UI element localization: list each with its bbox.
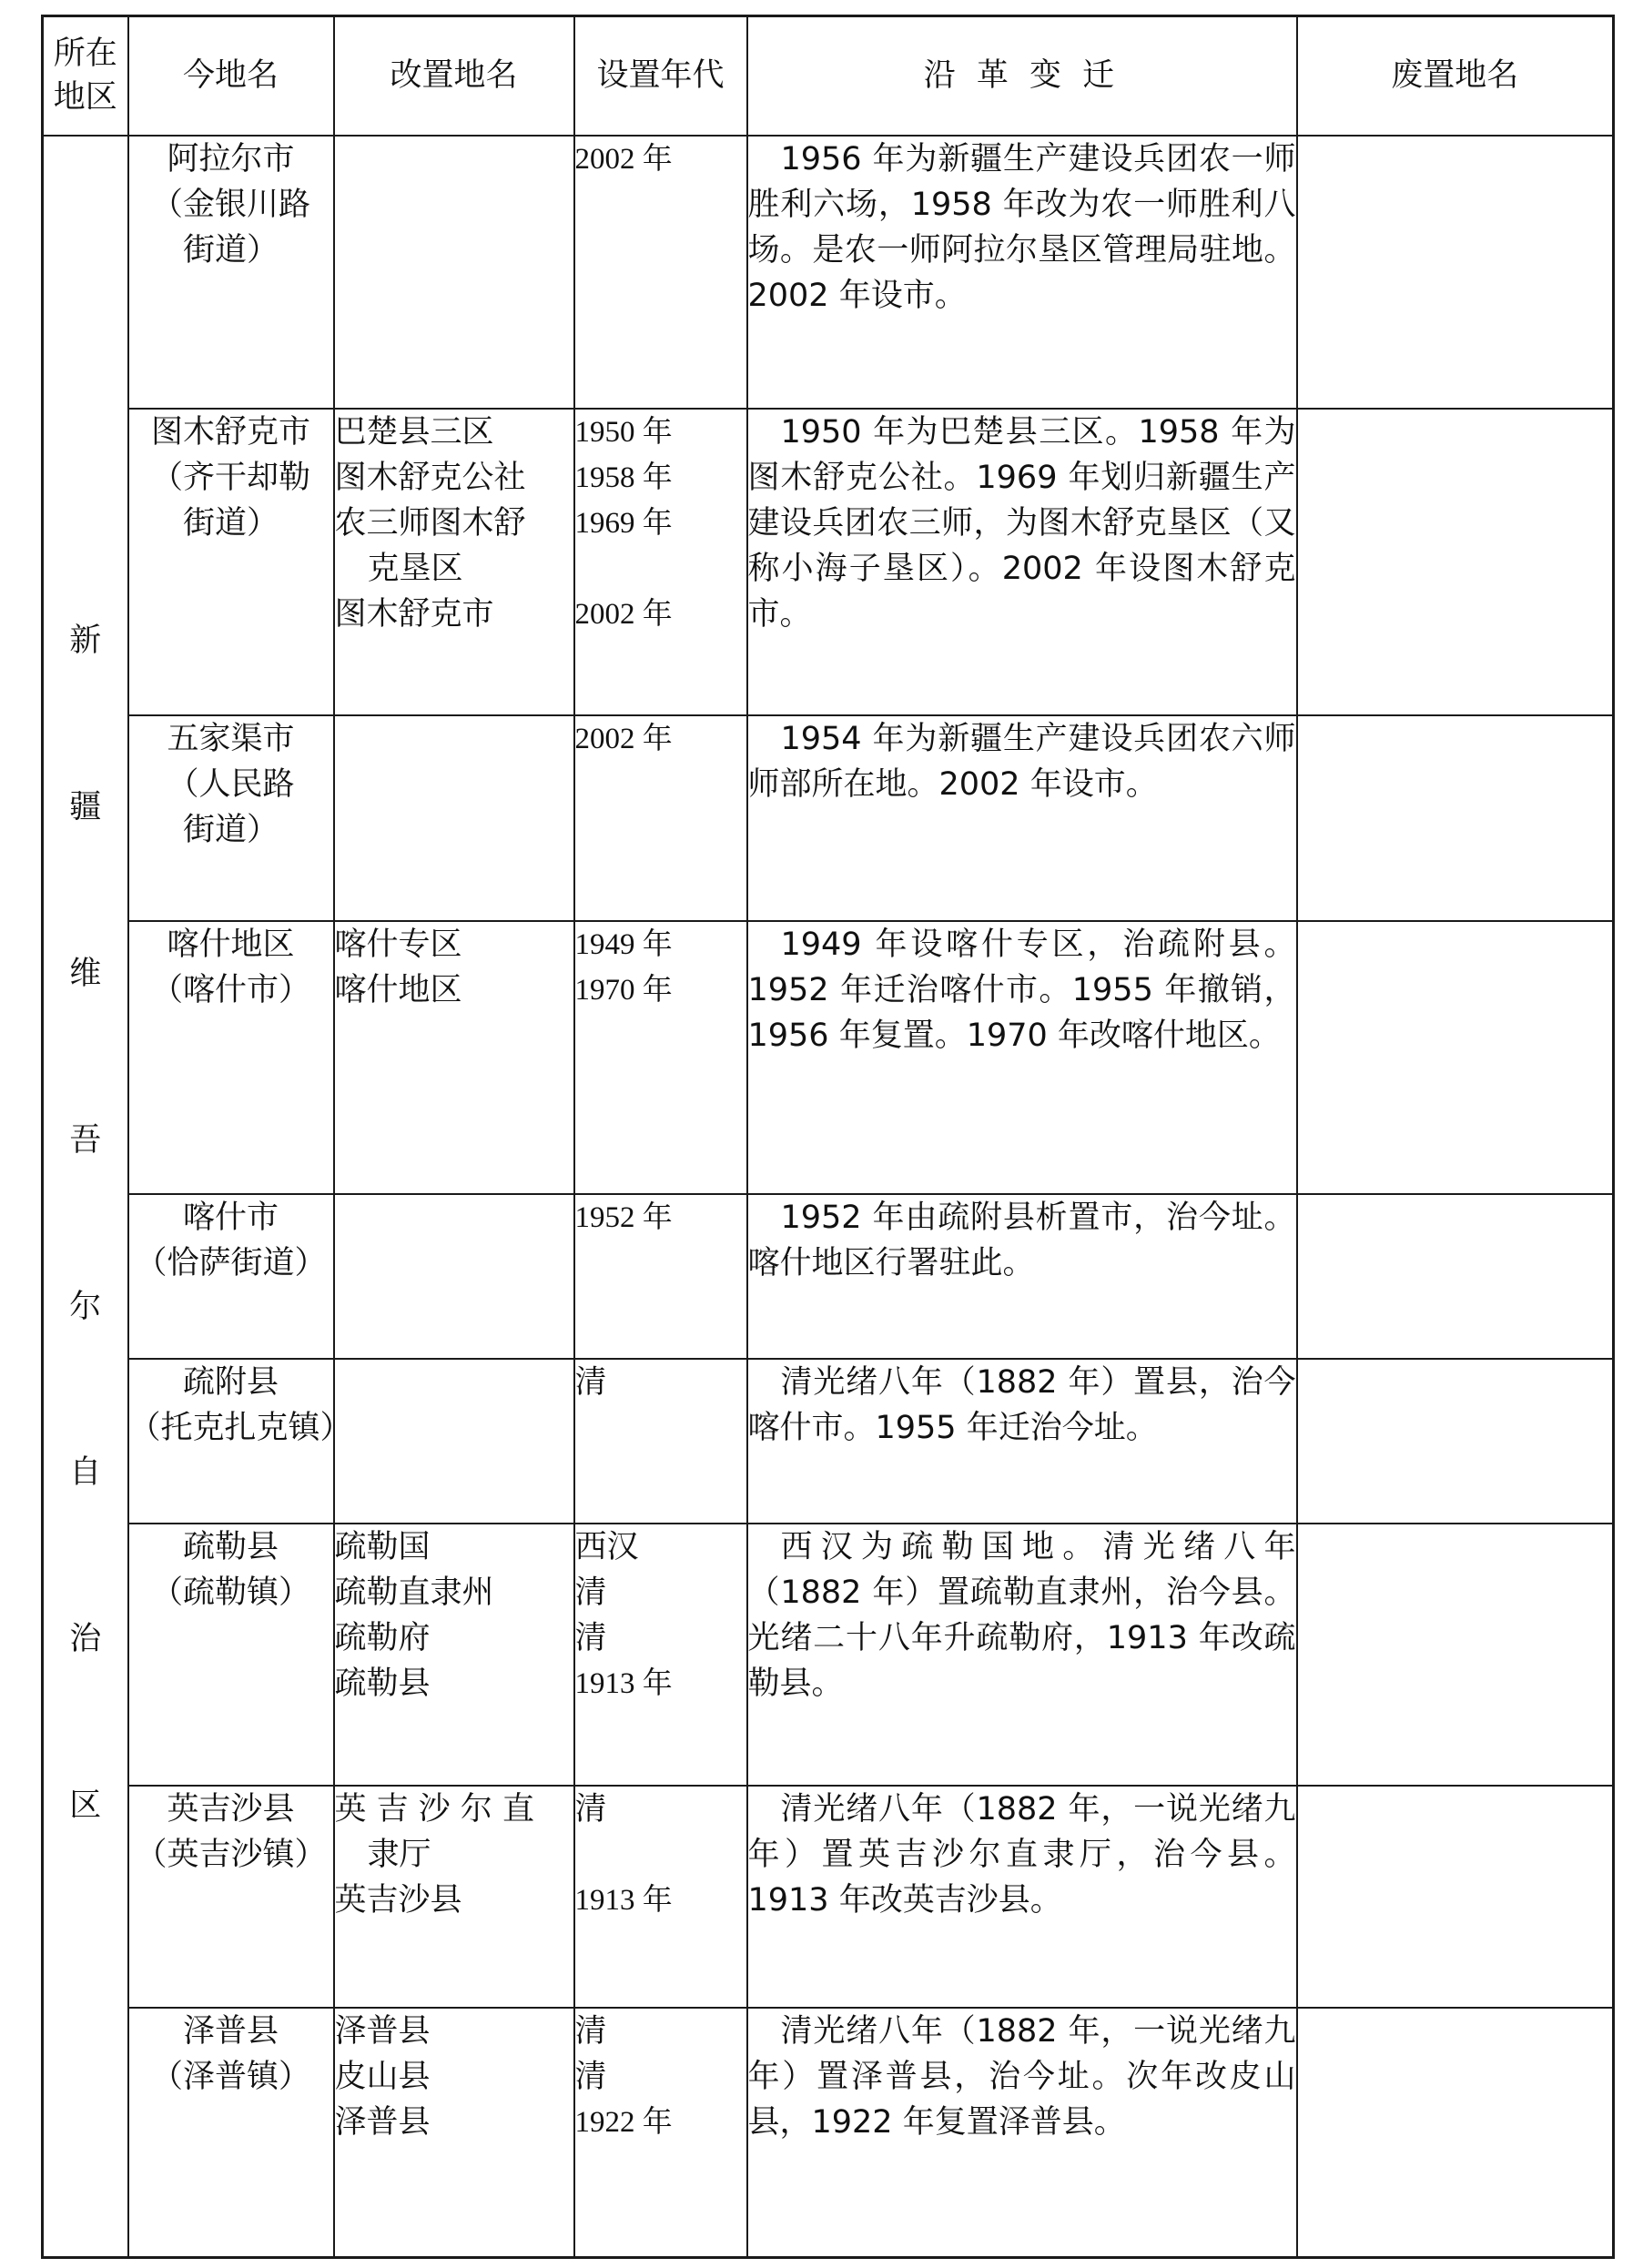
changed-name-cell: [334, 2008, 574, 2258]
header-history: 沿 革 变 迁: [747, 16, 1297, 136]
today-name-line: 疏勒县: [182, 1528, 279, 1565]
year-line: 1970 年: [574, 973, 673, 1007]
history-text: 1950 年为巴楚县三区。1958 年为图木舒克公社。1969 年划归新疆生产建设兵团农三师，为图木舒克垦区（又称小海子垦区）。2002 年设图木舒克市。: [747, 413, 1296, 633]
history-text: 西汉为疏勒国地。清光绪八年（1882 年）置疏勒直隶州，治今县。光绪二十八年升疏勒府，1913 年改疏勒县。: [747, 1528, 1296, 1702]
year-cell: [574, 1359, 747, 1524]
year-line: 2002 年: [574, 722, 673, 755]
changed-name-cell: [334, 409, 574, 715]
history-text: 1956 年为新疆生产建设兵团农一师胜利六场，1958 年改为农一师胜利八场。是农一师阿拉尔垦区管理局驻地。2002 年设市。: [747, 140, 1296, 314]
today-name-line: 街道）: [182, 231, 279, 268]
changed-name-line: 巴楚县三区: [334, 413, 494, 451]
year-line: 2002 年: [574, 142, 673, 176]
year-line: 西汉: [574, 1528, 639, 1565]
year-line: [575, 546, 746, 592]
today-name-line: （泽普镇）: [150, 2058, 310, 2095]
changed-name-cell: [334, 715, 574, 921]
year-cell: [574, 2008, 747, 2258]
changed-name-line: 泽普县: [334, 2012, 431, 2050]
region-char: 维: [69, 955, 102, 992]
history-cell: [747, 715, 1297, 921]
table-body: [43, 136, 1614, 2258]
table-row: [43, 136, 1614, 409]
abolished-name-cell: [1297, 1524, 1614, 1786]
today-name-cell: [128, 409, 334, 715]
header-abolished: 废置地名: [1297, 16, 1614, 136]
year-line: 1950 年: [574, 415, 673, 449]
abolished-name-cell: [1297, 1786, 1614, 2008]
year-line: 1952 年: [574, 1200, 673, 1234]
today-name-line: （齐干却勒: [150, 459, 310, 496]
history-text: 清光绪八年（1882 年）置县，治今喀什市。1955 年迁治今址。: [747, 1363, 1296, 1446]
year-cell: [574, 921, 747, 1194]
today-name-line: 图木舒克市: [150, 413, 310, 451]
table-row: [43, 1786, 1614, 2008]
year-line: 清: [574, 1363, 607, 1401]
history-cell: [747, 409, 1297, 715]
history-text: 清光绪八年（1882 年，一说光绪九年）置英吉沙尔直隶厅，治今县。1913 年改英吉沙县。: [747, 1790, 1296, 1919]
table-row: [43, 921, 1614, 1194]
history-cell: [747, 1359, 1297, 1524]
year-line: 清: [574, 1619, 607, 1656]
region-name-vertical: [44, 623, 127, 1824]
changed-name-cell: [334, 1359, 574, 1524]
header-changed-name: 改置地名: [334, 16, 574, 136]
today-name-line: （金银川路: [150, 186, 310, 223]
changed-name-line: 英吉沙县: [334, 1881, 462, 1919]
today-name-line: 街道）: [182, 504, 279, 542]
history-cell: [747, 921, 1297, 1194]
today-name-line: （英吉沙镇）: [135, 1836, 327, 1873]
today-name-line: 疏附县: [182, 1363, 279, 1401]
year-line: 清: [574, 2058, 607, 2095]
history-cell: [747, 2008, 1297, 2258]
history-cell: [747, 136, 1297, 409]
table-row: [43, 1194, 1614, 1359]
abolished-name-cell: [1297, 136, 1614, 409]
year-line: [575, 1832, 746, 1878]
region-char: 疆: [69, 789, 102, 826]
today-name-line: （人民路: [167, 765, 295, 803]
region-char: 治: [69, 1621, 102, 1658]
year-line: 清: [574, 1790, 607, 1828]
changed-name-line: 疏勒府: [334, 1619, 431, 1656]
history-cell: [747, 1786, 1297, 2008]
history-text: 清光绪八年（1882 年，一说光绪九年）置泽普县，治今址。次年改皮山县，1922 年复置泽普县。: [747, 2012, 1296, 2141]
changed-name-cell: [334, 136, 574, 409]
changed-name-line: 图木舒克公社: [334, 459, 526, 496]
history-text: 1952 年由疏附县析置市，治今址。喀什地区行署驻此。: [747, 1199, 1296, 1281]
year-cell: [574, 715, 747, 921]
table-row: [43, 1359, 1614, 1524]
changed-name-line: 疏勒国: [334, 1528, 431, 1565]
today-name-line: 街道）: [182, 811, 279, 848]
changed-name-cell: [334, 921, 574, 1194]
header-region-line1: 所在: [53, 35, 117, 73]
year-cell: [574, 1194, 747, 1359]
header-today-name: 今地名: [128, 16, 334, 136]
year-line: 1913 年: [574, 1883, 673, 1917]
today-name-cell: [128, 921, 334, 1194]
changed-name-line: 皮山县: [334, 2058, 431, 2095]
header-year: 设置年代: [574, 16, 747, 136]
abolished-name-cell: [1297, 715, 1614, 921]
abolished-name-cell: [1297, 1359, 1614, 1524]
today-name-cell: [128, 136, 334, 409]
region-char: 尔: [69, 1288, 102, 1325]
table-row: [43, 409, 1614, 715]
changed-name-cell: [334, 1524, 574, 1786]
today-name-line: 泽普县: [182, 2012, 279, 2050]
table-row: [43, 1524, 1614, 1786]
today-name-cell: [128, 1786, 334, 2008]
year-cell: [574, 409, 747, 715]
changed-name-line: 喀什专区: [334, 926, 462, 963]
year-line: 1958 年: [574, 461, 673, 494]
header-region-line2: 地区: [53, 79, 117, 116]
history-cell: [747, 1194, 1297, 1359]
history-cell: [747, 1524, 1297, 1786]
year-line: 1913 年: [574, 1666, 673, 1700]
region-char: 区: [69, 1787, 102, 1825]
abolished-name-cell: [1297, 921, 1614, 1194]
changed-name-cell: [334, 1194, 574, 1359]
today-name-line: 五家渠市: [167, 720, 295, 757]
changed-name-line: 疏勒县: [334, 1665, 431, 1702]
today-name-line: （疏勒镇）: [150, 1574, 310, 1611]
year-line: 清: [574, 1574, 607, 1611]
gazetteer-table: [41, 15, 1615, 2259]
history-text: 1954 年为新疆生产建设兵团农六师师部所在地。2002 年设市。: [747, 720, 1296, 803]
today-name-cell: [128, 2008, 334, 2258]
today-name-cell: [128, 715, 334, 921]
header-row: [43, 16, 1614, 136]
abolished-name-cell: [1297, 2008, 1614, 2258]
today-name-line: （托克扎克镇）: [128, 1409, 352, 1446]
region-cell: [43, 136, 128, 2258]
table-row: [43, 2008, 1614, 2258]
changed-name-cell: [334, 1786, 574, 2008]
year-line: 清: [574, 2012, 607, 2050]
year-line: 1949 年: [574, 927, 673, 961]
today-name-line: 喀什地区: [167, 926, 295, 963]
year-line: 2002 年: [574, 597, 673, 631]
changed-name-line: 克垦区: [367, 550, 463, 587]
year-cell: [574, 1786, 747, 2008]
year-cell: [574, 1524, 747, 1786]
changed-name-line: 图木舒克市: [334, 595, 494, 633]
changed-name-line: 隶厅: [367, 1836, 431, 1873]
today-name-line: 英吉沙县: [167, 1790, 295, 1828]
region-char: 新: [69, 623, 102, 660]
today-name-line: （恰萨街道）: [135, 1244, 327, 1281]
changed-name-line: 疏勒直隶州: [334, 1574, 494, 1611]
today-name-line: 阿拉尔市: [167, 140, 295, 177]
today-name-line: 喀什市: [182, 1199, 279, 1236]
abolished-name-cell: [1297, 1194, 1614, 1359]
region-char: 吾: [69, 1121, 102, 1159]
abolished-name-cell: [1297, 409, 1614, 715]
today-name-cell: [128, 1359, 352, 1524]
header-region: [43, 16, 128, 136]
table-row: [43, 715, 1614, 921]
year-line: 1922 年: [574, 2105, 673, 2139]
year-line: 1969 年: [574, 506, 673, 540]
history-text: 1949 年设喀什专区，治疏附县。1952 年迁治喀什市。1955 年撤销，1956 年复置。1970 年改喀什地区。: [747, 926, 1296, 1054]
changed-name-line: 农三师图木舒: [334, 504, 526, 542]
changed-name-line: 泽普县: [334, 2103, 431, 2141]
region-char: 自: [69, 1454, 102, 1492]
changed-name-line: 英 吉 沙 尔 直: [334, 1790, 535, 1828]
today-name-cell: [128, 1194, 334, 1359]
today-name-cell: [128, 1524, 334, 1786]
today-name-line: （喀什市）: [150, 971, 310, 1008]
changed-name-line: 喀什地区: [334, 971, 462, 1008]
year-cell: [574, 136, 747, 409]
